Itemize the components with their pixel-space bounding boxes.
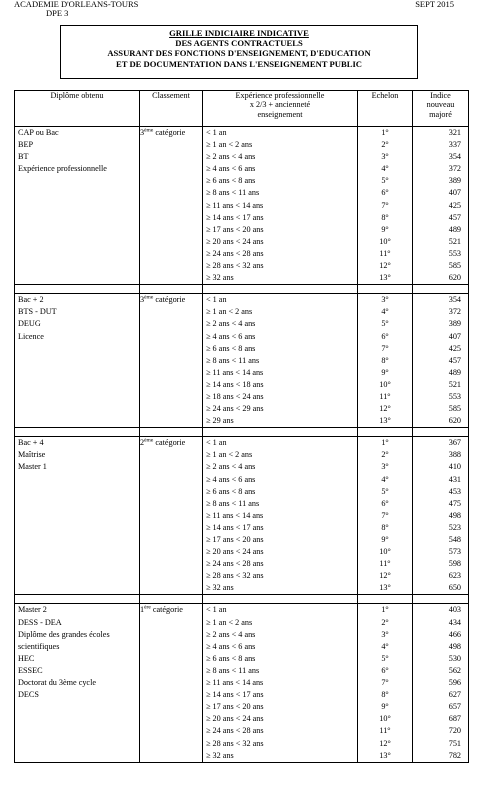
experience-cell-item: ≥ 32 ans (206, 583, 234, 593)
indice-cell-item: 475 (448, 498, 461, 508)
experience-cell-item: < 1 an (206, 438, 227, 448)
experience-cell-item: ≥ 6 ans < 8 ans (206, 486, 256, 496)
indice-cell-item: 425 (448, 200, 461, 210)
echelon-cell-item: 4° (381, 474, 389, 484)
diploma-cell-item: Doctorat du 3ème cycle (18, 678, 96, 688)
echelon-cell-item: 5° (381, 176, 389, 186)
echelon-cell-item: 4° (381, 164, 389, 174)
experience-cell-item: ≥ 14 ans < 17 ans (206, 522, 264, 532)
experience-cell-item: ≥ 17 ans < 20 ans (206, 535, 264, 544)
diploma-cell-item: DEUG (18, 319, 41, 329)
echelon-cell (358, 127, 413, 285)
experience-cell-item: ≥ 11 ans < 14 ans (206, 367, 264, 377)
diploma-cell (15, 437, 140, 595)
diploma-cell-item: Licence (18, 331, 44, 341)
experience-cell-item: ≥ 24 ans < 29 ans (206, 404, 264, 414)
indice-cell-item: 623 (448, 571, 461, 581)
experience-cell-item: ≥ 20 ans < 24 ans (206, 714, 264, 724)
indice-cell-item: 457 (448, 212, 461, 222)
echelon-cell-item: 5° (381, 486, 389, 496)
echelon-cell-item: 1° (381, 128, 389, 137)
diploma-cell-item: Expérience professionnelle (18, 164, 107, 174)
experience-cell-item: ≥ 8 ans < 11 ans (206, 355, 260, 365)
grade-group-row (15, 437, 469, 595)
experience-cell-item: ≥ 1 an < 2 ans (206, 617, 253, 627)
indice-cell-item: 407 (448, 188, 461, 198)
echelon-cell-item: 1° (381, 438, 389, 448)
indice-cell-item: 498 (448, 641, 461, 651)
experience-cell-item: ≥ 8 ans < 11 ans (206, 188, 260, 198)
diploma-cell-item: Diplôme des grandes écoles (18, 629, 110, 639)
echelon-cell-item: 13° (379, 750, 391, 760)
classement-cell: 2ème catégorie (140, 437, 203, 595)
indice-cell-item: 523 (448, 522, 461, 532)
experience-cell-item: ≥ 8 ans < 11 ans (206, 665, 260, 675)
group-spacer (15, 595, 469, 604)
experience-cell-item: ≥ 24 ans < 28 ans (206, 726, 264, 736)
experience-cell-item: ≥ 4 ans < 6 ans (206, 164, 256, 174)
echelon-cell-item: 9° (381, 702, 389, 712)
diploma-cell-item: BT (18, 152, 29, 162)
experience-cell (203, 294, 358, 428)
echelon-cell-item: 7° (381, 510, 389, 520)
experience-cell-item: ≥ 18 ans < 24 ans (206, 391, 264, 401)
echelon-cell-item: 5° (381, 653, 389, 663)
title-line-1: GRILLE INDICIAIRE INDICATIVE (169, 28, 309, 38)
echelon-cell-item: 3° (381, 152, 389, 162)
indice-cell-item: 434 (448, 617, 461, 627)
indice-cell-item: 403 (448, 605, 461, 615)
experience-cell-item: ≥ 1 an < 2 ans (206, 140, 253, 150)
echelon-cell-item: 4° (381, 307, 389, 317)
diploma-cell-item: BEP (18, 140, 34, 150)
academy-label: ACADEMIE D'ORLEANS-TOURS (14, 0, 139, 9)
grade-group-row (15, 127, 469, 285)
column-header-classement: Classement (140, 91, 203, 127)
echelon-cell (358, 437, 413, 595)
echelon-cell-item: 8° (381, 522, 389, 532)
experience-cell-item: ≥ 14 ans < 18 ans (206, 379, 264, 389)
experience-cell-item: ≥ 28 ans < 32 ans (206, 571, 264, 581)
title-line-2: DES AGENTS CONTRACTUELS (175, 38, 303, 49)
echelon-cell-item: 11° (379, 391, 391, 401)
echelon-cell-item: 4° (381, 641, 389, 651)
echelon-cell-item: 11° (379, 559, 391, 569)
indice-cell-item: 389 (448, 176, 461, 186)
experience-cell-item: ≥ 6 ans < 8 ans (206, 176, 256, 186)
echelon-cell (358, 294, 413, 428)
echelon-cell-item: 12° (379, 261, 391, 271)
experience-cell-item: ≥ 28 ans < 32 ans (206, 738, 264, 748)
grade-group-row (15, 294, 469, 428)
indice-cell-item: 657 (448, 702, 461, 712)
date-label: SEPT 2015 (415, 0, 454, 9)
classement-cell: 3ème catégorie (140, 294, 203, 428)
indice-cell-item: 407 (448, 331, 461, 341)
echelon-cell-item: 12° (379, 404, 391, 414)
experience-cell-item: ≥ 8 ans < 11 ans (206, 498, 260, 508)
column-header-indice: Indice nouveau majoré (413, 91, 469, 127)
echelon-cell-item: 7° (381, 678, 389, 688)
echelon-cell-item: 3° (381, 295, 389, 305)
echelon-cell-item: 11° (379, 726, 391, 736)
echelon-cell (358, 604, 413, 762)
experience-cell-item: ≥ 14 ans < 17 ans (206, 690, 264, 700)
indice-cell-item: 457 (448, 355, 461, 365)
indice-cell-item: 598 (448, 559, 461, 569)
echelon-cell-item: 7° (381, 200, 389, 210)
echelon-cell-item: 10° (379, 379, 391, 389)
experience-cell-item: ≥ 11 ans < 14 ans (206, 510, 264, 520)
experience-cell-item: ≥ 2 ans < 4 ans (206, 629, 256, 639)
indice-cell-item: 466 (448, 629, 461, 639)
experience-cell (203, 437, 358, 595)
indice-cell-item: 521 (448, 379, 461, 389)
diploma-cell-item: HEC (18, 653, 35, 663)
indice-cell-item: 321 (448, 128, 461, 137)
diploma-cell-item: Maîtrise (18, 450, 46, 460)
diploma-cell-item: Bac + 2 (18, 295, 44, 305)
indice-cell-item: 751 (448, 738, 461, 748)
indice-cell-item: 562 (448, 665, 461, 675)
indice-cell-item: 453 (448, 486, 461, 496)
echelon-cell-item: 9° (381, 367, 389, 377)
echelon-cell-item: 9° (381, 224, 389, 234)
indice-cell (413, 294, 469, 428)
echelon-cell-item: 10° (379, 547, 391, 557)
experience-cell-item: ≥ 20 ans < 24 ans (206, 236, 264, 246)
indice-cell-item: 530 (448, 653, 461, 663)
classement-cell: 1ère catégorie (140, 604, 203, 762)
diploma-cell (15, 127, 140, 285)
diploma-cell-item: BTS - DUT (18, 307, 57, 317)
classement-cell: 3ème catégorie (140, 127, 203, 285)
experience-cell-item: ≥ 1 an < 2 ans (206, 450, 253, 460)
experience-cell-item: ≥ 4 ans < 6 ans (206, 641, 256, 651)
diploma-cell (15, 604, 140, 762)
title-line-3: ASSURANT DES FONCTIONS D'ENSEIGNEMENT, D'EDUCATION (107, 48, 371, 59)
indice-cell-item: 425 (448, 343, 461, 353)
experience-cell-item: ≥ 24 ans < 28 ans (206, 248, 264, 258)
indice-cell-item: 410 (448, 462, 461, 472)
diploma-cell-item: scientifiques (18, 641, 60, 651)
experience-cell (203, 127, 358, 285)
experience-cell-item: ≥ 2 ans < 4 ans (206, 152, 256, 162)
experience-cell (203, 604, 358, 762)
column-header-echelon: Echelon (358, 91, 413, 127)
indice-cell-item: 620 (448, 273, 461, 283)
indice-cell-item: 548 (448, 535, 461, 544)
echelon-cell-item: 6° (381, 498, 389, 508)
echelon-cell-item: 6° (381, 665, 389, 675)
experience-cell-item: ≥ 2 ans < 4 ans (206, 319, 256, 329)
echelon-cell-item: 2° (381, 450, 389, 460)
indice-cell-item: 585 (448, 261, 461, 271)
echelon-cell-item: 10° (379, 236, 391, 246)
experience-cell-item: ≥ 14 ans < 17 ans (206, 212, 264, 222)
echelon-cell-item: 10° (379, 714, 391, 724)
indice-cell-item: 372 (448, 307, 461, 317)
diploma-cell-item: Master 1 (18, 462, 47, 472)
indice-cell-item: 650 (448, 583, 461, 593)
column-header-experience: Expérience professionnelle x 2/3 + ancienneté enseignement (203, 91, 358, 127)
echelon-cell-item: 3° (381, 629, 389, 639)
indice-cell-item: 337 (448, 140, 461, 150)
indice-cell-item: 431 (448, 474, 461, 484)
indice-cell-item: 498 (448, 510, 461, 520)
echelon-cell-item: 12° (379, 571, 391, 581)
echelon-cell-item: 6° (381, 188, 389, 198)
echelon-cell-item: 6° (381, 331, 389, 341)
experience-cell-item: ≥ 17 ans < 20 ans (206, 702, 264, 712)
echelon-cell-item: 11° (379, 248, 391, 258)
experience-cell-item: ≥ 28 ans < 32 ans (206, 261, 264, 271)
echelon-cell-item: 13° (379, 273, 391, 283)
title-line-4: ET DE DOCUMENTATION DANS L'ENSEIGNEMENT PUBLIC (116, 58, 362, 69)
echelon-cell-item: 13° (379, 416, 391, 426)
indice-cell-item: 354 (448, 295, 461, 305)
indice-cell-item: 489 (448, 367, 461, 377)
indice-cell-item: 620 (448, 416, 461, 426)
echelon-cell-item: 5° (381, 319, 389, 329)
table-header-row (15, 91, 469, 127)
indice-cell-item: 573 (448, 547, 461, 557)
echelon-cell-item: 2° (381, 140, 389, 150)
echelon-cell-item: 8° (381, 355, 389, 365)
experience-cell-item: ≥ 11 ans < 14 ans (206, 678, 264, 688)
experience-cell-item: ≥ 1 an < 2 ans (206, 307, 253, 317)
experience-cell-item: < 1 an (206, 295, 227, 305)
indice-cell-item: 627 (448, 690, 461, 700)
column-header-diplome: Diplôme obtenu (15, 91, 140, 127)
echelon-cell-item: 1° (381, 605, 389, 615)
indice-cell-item: 367 (448, 438, 461, 448)
grade-group-row (15, 604, 469, 762)
experience-cell-item: ≥ 32 ans (206, 750, 234, 760)
indice-cell-item: 489 (448, 224, 461, 234)
experience-cell-item: ≥ 2 ans < 4 ans (206, 462, 256, 472)
salary-grid-table (14, 90, 469, 763)
indice-cell-item: 354 (448, 152, 461, 162)
experience-cell-item: < 1 an (206, 128, 227, 137)
indice-cell-item: 782 (448, 750, 461, 760)
experience-cell-item: ≥ 29 ans (206, 416, 234, 426)
diploma-cell-item: ESSEC (18, 665, 43, 675)
indice-cell-item: 596 (448, 678, 461, 688)
diploma-cell-item: Master 2 (18, 605, 47, 615)
indice-cell-item: 585 (448, 404, 461, 414)
echelon-cell-item: 2° (381, 617, 389, 627)
indice-cell (413, 127, 469, 285)
experience-cell-item: ≥ 11 ans < 14 ans (206, 200, 264, 210)
indice-cell-item: 687 (448, 714, 461, 724)
diploma-cell (15, 294, 140, 428)
experience-cell-item: ≥ 4 ans < 6 ans (206, 474, 256, 484)
echelon-cell-item: 12° (379, 738, 391, 748)
diploma-cell-item: DESS - DEA (18, 617, 62, 627)
experience-cell-item: ≥ 4 ans < 6 ans (206, 331, 256, 341)
group-spacer (15, 428, 469, 437)
experience-cell-item: ≥ 6 ans < 8 ans (206, 343, 256, 353)
indice-cell-item: 389 (448, 319, 461, 329)
experience-cell-item: ≥ 6 ans < 8 ans (206, 653, 256, 663)
experience-cell-item: ≥ 17 ans < 20 ans (206, 224, 264, 234)
department-label: DPE 3 (46, 8, 69, 18)
experience-cell-item: ≥ 24 ans < 28 ans (206, 559, 264, 569)
diploma-cell-item: DECS (18, 690, 39, 700)
indice-cell-item: 388 (448, 450, 461, 460)
indice-cell-item: 521 (448, 236, 461, 246)
indice-cell-item: 553 (448, 248, 461, 258)
indice-cell (413, 604, 469, 762)
echelon-cell-item: 13° (379, 583, 391, 593)
indice-cell-item: 372 (448, 164, 461, 174)
diploma-cell-item: CAP ou Bac (18, 128, 59, 137)
indice-cell-item: 720 (448, 726, 461, 736)
echelon-cell-item: 9° (381, 535, 389, 544)
group-spacer (15, 285, 469, 294)
experience-cell-item: ≥ 32 ans (206, 273, 234, 283)
echelon-cell-item: 8° (381, 690, 389, 700)
indice-cell-item: 553 (448, 391, 461, 401)
document-title-box (60, 25, 418, 79)
echelon-cell-item: 7° (381, 343, 389, 353)
echelon-cell-item: 8° (381, 212, 389, 222)
diploma-cell-item: Bac + 4 (18, 438, 44, 448)
echelon-cell-item: 3° (381, 462, 389, 472)
indice-cell (413, 437, 469, 595)
experience-cell-item: < 1 an (206, 605, 227, 615)
experience-cell-item: ≥ 20 ans < 24 ans (206, 547, 264, 557)
